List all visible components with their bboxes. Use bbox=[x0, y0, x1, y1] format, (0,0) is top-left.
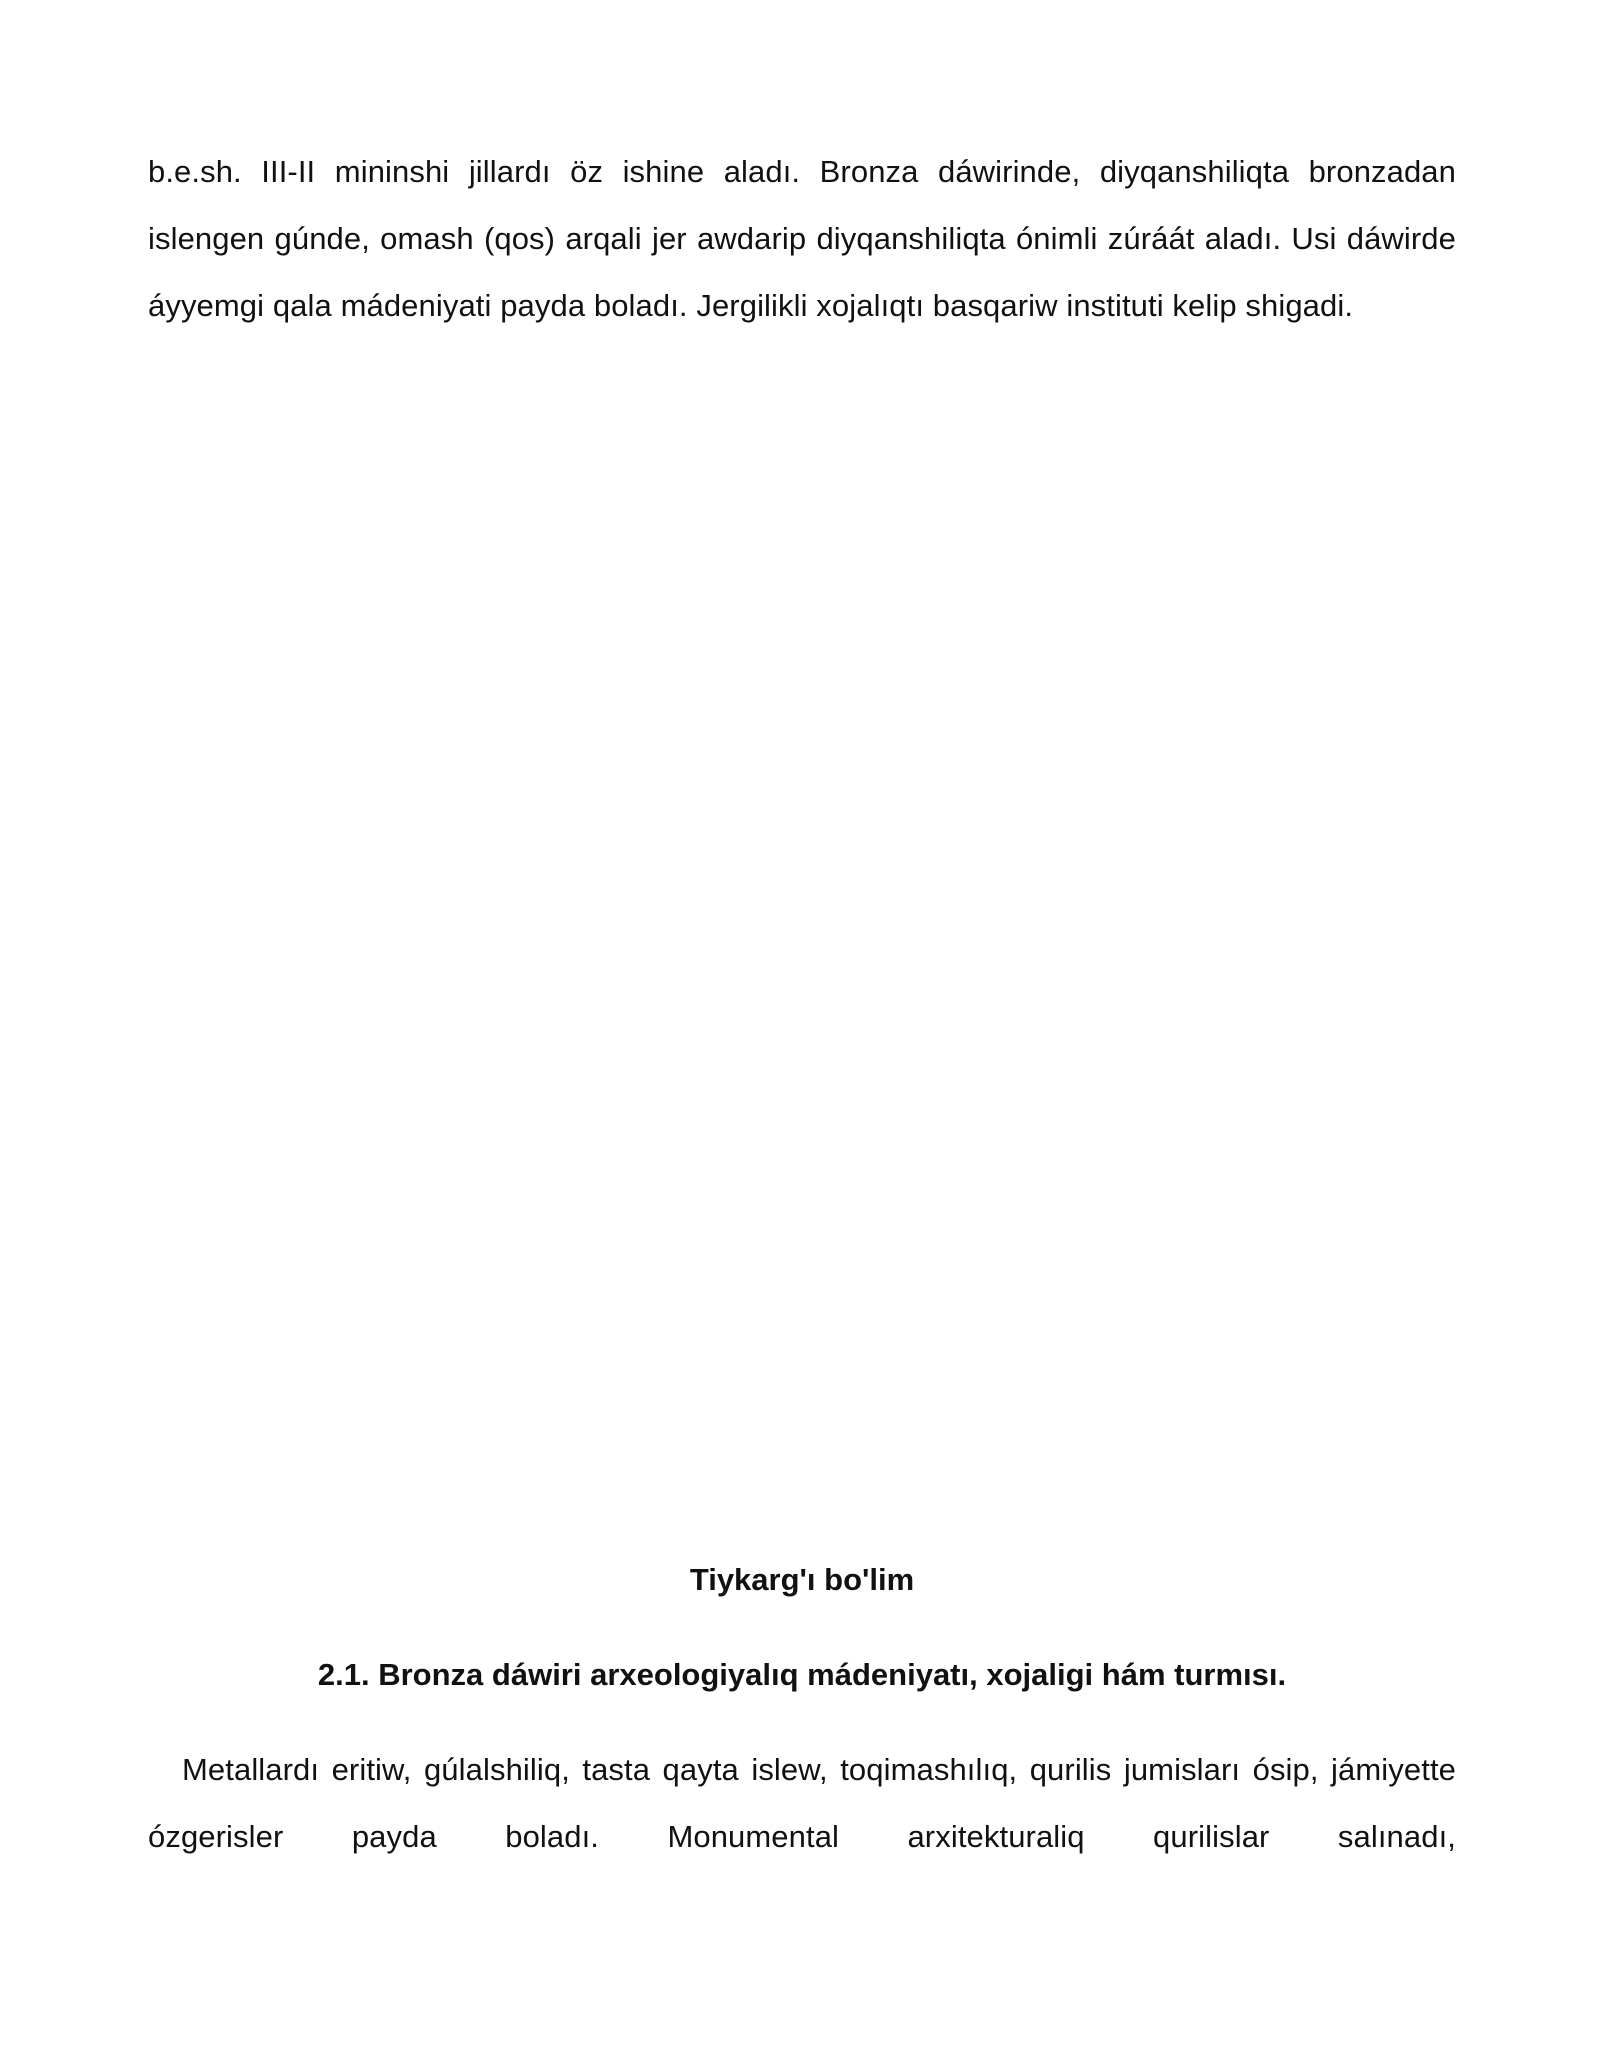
paragraph-top: b.e.sh. III-II mininshi jillardı öz ishine aladı. Bronza dáwirinde, diyqanshiliqta bronzadan islengen gúnde, omash (qos) arqali jer awdarip diyqanshiliqta ónimli zúráát aladı. Usi dáwirde áyyemgi qala mádeniyati payda boladı. Jergilikli xojalıqtı basqariw instituti kelip shigadi. bbox=[148, 154, 1456, 323]
paragraph-bottom: Metallardı eritiw, gúlalshiliq, tasta qayta islew, toqimashılıq, qurilis jumisları ósip, jámiyette ózgerisler payda boladı. Monumental arxitekturaliq qurilislar salınadı, bbox=[148, 1752, 1456, 1854]
section-heading: Tiykarg'ı bo'lim bbox=[689, 1562, 915, 1597]
subsection-heading: 2.1. Bronza dáwiri arxeologiyalıq mádeniyatı, xojaligi hám turmısı. bbox=[317, 1657, 1287, 1692]
